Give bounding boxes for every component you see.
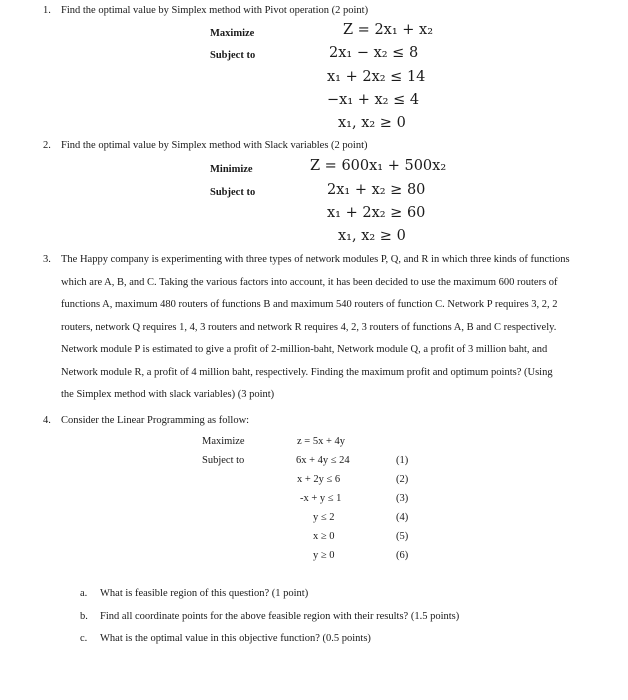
q2-text: Find the optimal value by Simplex method with Slack variables (2 point) — [61, 140, 368, 151]
q1-constraint-2: x₁ + 2x₂ ≤ 14 — [327, 69, 426, 85]
q4-text: Consider the Linear Programming as follow: — [61, 415, 250, 426]
q4-tag-3: (3) — [396, 493, 409, 504]
q1-number: 1. — [43, 5, 51, 16]
q3-line-6: Network module R, a profit of 4 million baht, respectively. Finding the maximum profit and optimum points? (Using — [61, 366, 553, 378]
q4-part-c-label: c. — [80, 633, 88, 644]
q3-number: 3. — [43, 254, 51, 265]
q4-constraint-4: y ≤ 2 — [313, 512, 335, 523]
q3-line-3: functions A, maximum 480 routers of functions B and maximum 540 routers of function C. Network P requires 3, 2, 2 — [61, 299, 558, 310]
q3-paragraph — [61, 249, 596, 407]
q4-part-c-text: What is the optimal value in this objective function? (0.5 points) — [100, 633, 371, 644]
q2-constraints-label: Subject to — [210, 187, 256, 198]
q2-constraint-2: x₁ + 2x₂ ≥ 60 — [327, 205, 426, 221]
q4-tag-6: (6) — [396, 550, 409, 561]
q4-constraint-1: 6x + 4y ≤ 24 — [296, 455, 350, 466]
q1-objective-label: Maximize — [210, 28, 255, 39]
q3-line-2: which are A, B, and C. Taking the various factors into account, it has been decided to use the maximum 600 routers of — [61, 276, 558, 288]
q4-constraint-3: -x + y ≤ 1 — [300, 493, 342, 504]
q4-part-a-label: a. — [80, 588, 88, 599]
q4-part-b-text: Find all coordinate points for the above feasible region with their results? (1.5 points) — [100, 611, 460, 622]
q4-constraint-5: x ≥ 0 — [313, 531, 335, 542]
q4-part-a-text: What is feasible region of this question? (1 point) — [100, 588, 309, 599]
q1-text: Find the optimal value by Simplex method with Pivot operation (2 point) — [61, 5, 369, 16]
q4-constraint-2: x + 2y ≤ 6 — [297, 474, 341, 485]
q4-tag-1: (1) — [396, 455, 409, 466]
q4-objective: z = 5x + 4y — [297, 436, 346, 447]
q4-tag-2: (2) — [396, 474, 409, 485]
q2-objective: Z = 600x₁ + 500x₂ — [310, 158, 447, 174]
q4-constraints-label: Subject to — [202, 455, 245, 466]
q4-objective-label: Maximize — [202, 436, 245, 447]
q3-line-4: routers, network Q requires 1, 4, 3 routers and network R requires 4, 2, 3 routers of functions A, B and C respectively. — [61, 321, 557, 333]
q4-tag-4: (4) — [396, 512, 409, 523]
q4-part-b-label: b. — [80, 611, 88, 622]
q1-constraint-1: 2x₁ − x₂ ≤ 8 — [329, 45, 419, 61]
q2-objective-label: Minimize — [210, 164, 253, 175]
q2-nonnegativity: x₁, x₂ ≥ 0 — [338, 228, 406, 244]
q2-constraint-1: 2x₁ + x₂ ≥ 80 — [327, 182, 426, 198]
q3-line-7: the Simplex method with slack variables) (3 point) — [61, 389, 275, 400]
q4-tag-5: (5) — [396, 531, 409, 542]
q4-constraint-6: y ≥ 0 — [313, 550, 335, 561]
q4-number: 4. — [43, 415, 51, 426]
q3-line-1: The Happy company is experimenting with three types of network modules P, Q, and R in which three kinds of functions — [61, 254, 570, 265]
q1-nonnegativity: x₁, x₂ ≥ 0 — [338, 115, 406, 131]
q3-line-5: Network module P is estimated to give a profit of 2-million-baht, Network module Q, a profit of 3 million baht, and — [61, 344, 548, 355]
q2-number: 2. — [43, 140, 51, 151]
q1-constraint-3: −x₁ + x₂ ≤ 4 — [327, 92, 420, 108]
q1-objective: Z = 2x₁ + x₂ — [343, 22, 434, 38]
q1-constraints-label: Subject to — [210, 50, 256, 61]
